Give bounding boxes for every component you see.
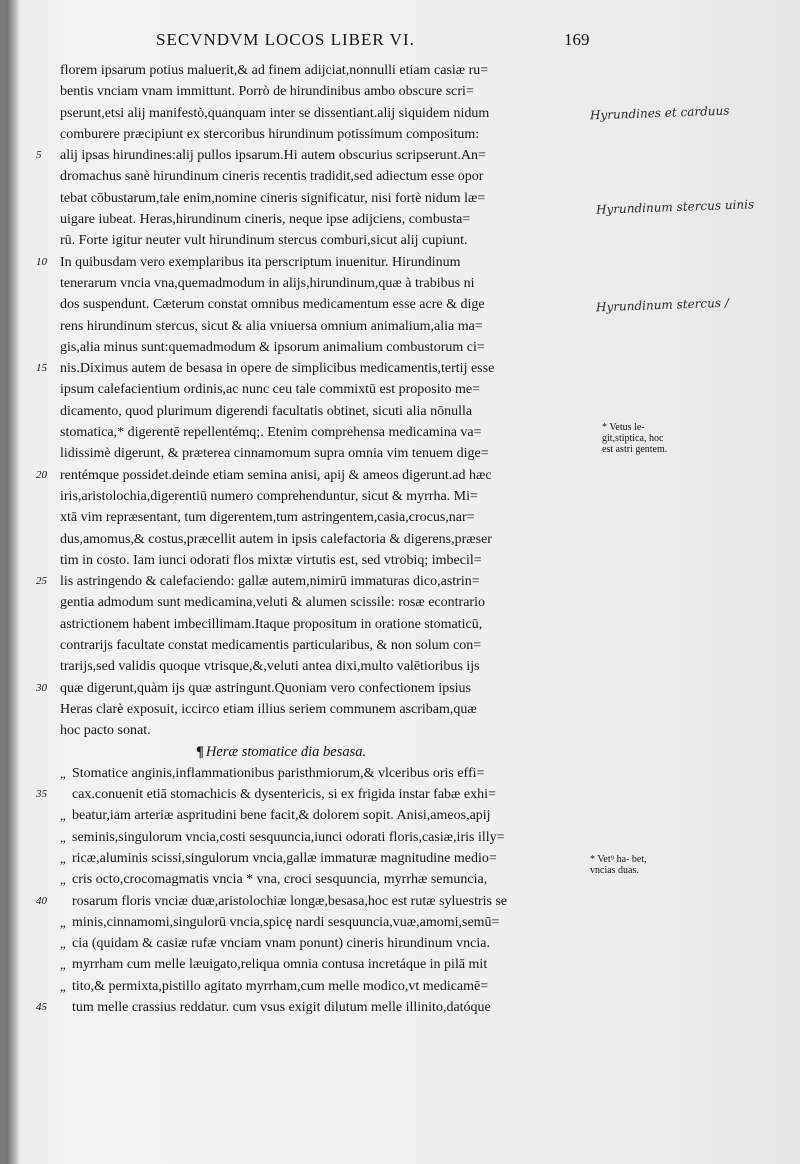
quotation-mark: „	[60, 914, 66, 930]
line-text: Stomatice anginis,inflammationibus paristhmiorum,& vlceribus oris effi=	[72, 765, 485, 781]
text-line	[36, 954, 596, 975]
line-text: bentis vnciam vnam immittunt. Porrò de hirundinibus ambo obscure scri=	[60, 84, 474, 100]
text-line	[36, 443, 596, 464]
text-line	[36, 869, 596, 890]
quotation-mark: „	[60, 808, 66, 824]
page-header	[156, 30, 636, 54]
line-text: astrictionem habent imbecillimam.Itaque propositum in oratione stomaticū,	[60, 616, 483, 632]
line-text: gentia admodum sunt medicamina,veluti & alumen scissile: rosæ econtrario	[60, 595, 485, 611]
line-number: 45	[36, 1001, 47, 1014]
line-text: nis.Diximus autem de besasa in opere de simplicibus medicamentis,tertij esse	[60, 361, 495, 377]
line-text: dos suspendunt. Cæterum constat omnibus medicamentum esse acre & dige	[60, 297, 485, 313]
text-line	[36, 486, 596, 507]
line-text: iris,aristolochia,digerentiū numero comprehenduntur, sicut & myrrha. Mi=	[60, 488, 478, 504]
text-line	[36, 976, 596, 997]
line-text: tenerarum vncia vna,quemadmodum in alijs,hirundinum,quæ à trabibus ni	[60, 275, 475, 291]
line-text: minis,cinnamomi,singulorū vncia,spicę nardi sesquuncia,vuæ,amomi,semū=	[72, 914, 500, 930]
text-line	[36, 912, 596, 933]
text-line	[36, 465, 596, 486]
line-number: 40	[36, 894, 47, 907]
book-page	[6, 0, 800, 1164]
text-line	[36, 294, 596, 315]
line-text: myrrham cum melle læuigato,reliqua omnia contusa incretáque in pilā mit	[72, 957, 488, 973]
line-number: 10	[36, 255, 47, 268]
line-text: comburere præcipiunt ex stercoribus hirundinum potissimum compositum:	[60, 126, 480, 142]
line-text: rosarum floris vnciæ duæ,aristolochiæ longæ,besasa,hoc est rutæ syluestris se	[72, 893, 508, 909]
text-line	[36, 571, 596, 592]
text-line	[36, 592, 596, 613]
line-text: ricæ,aluminis scissi,singulorum vncia,gallæ immaturæ magnitudine medio=	[72, 850, 497, 866]
text-line	[36, 763, 596, 784]
section-heading	[36, 742, 596, 763]
line-number: 5	[36, 149, 42, 162]
line-text: florem ipsarum potius maluerit,& ad finem adijciat,nonnulli etiam casiæ ru=	[60, 63, 489, 78]
line-number: 15	[36, 362, 47, 375]
margin-note-2: * Vet⁹ ha- bet, vncias duas.	[590, 854, 647, 876]
text-line	[36, 699, 596, 720]
line-number: 35	[36, 788, 47, 801]
line-number: 20	[36, 468, 47, 481]
line-text: alij ipsas hirundines:alij pullos ipsarum.Hi autem obscurius scripserunt.An=	[60, 148, 486, 164]
line-text: stomatica,* digerentē repellentémq;. Etenim comprehensa medicamina va=	[60, 425, 482, 441]
quotation-mark: „	[60, 936, 66, 952]
line-text: dromachus sanè hirundinum cineris recentis tradidit,sed adiectum esse opor	[60, 169, 484, 185]
text-line	[36, 848, 596, 869]
handwritten-annotation-1: Hyrundines et carduus	[589, 103, 730, 123]
text-line	[36, 273, 596, 294]
line-text: quæ digerunt,quàm ijs quæ astringunt.Quoniam vero confectionem ipsius	[60, 680, 471, 696]
line-text: tum melle crassius reddatur. cum vsus exigit dilutum melle illinito,datóque	[72, 1000, 491, 1016]
text-line	[36, 614, 596, 635]
page-number: 169	[564, 30, 590, 49]
gutter-shadow	[6, 0, 20, 1164]
line-text: rentémque possidet.deinde etiam semina anisi, apij & ameos digerunt.ad hæc	[60, 467, 492, 483]
text-line	[36, 827, 596, 848]
line-text: uigare iubeat. Heras,hirundinum cineris, neque ipse adijciens, combusta=	[60, 212, 471, 228]
text-line	[36, 209, 596, 230]
line-text: rū. Forte igitur neuter vult hirundinum stercus comburi,sicut alij cupiunt.	[60, 233, 468, 249]
text-line	[36, 678, 596, 699]
line-text: lis astringendo & calefaciendo: gallæ autem,nimirū immaturas dico,astrin=	[60, 574, 480, 590]
line-text: Heras clarè exposuit, iccirco etiam illius seriem communem ascribam,quæ	[60, 701, 477, 717]
line-text: cax.conuenit etiā stomachicis & dysentericis, si ex frigida instar fabæ exhi=	[72, 787, 496, 803]
main-text-block	[36, 60, 596, 1018]
handwritten-annotation-3: Hyrundinum stercus /	[595, 295, 730, 315]
text-line	[36, 145, 596, 166]
line-text: dicamento, quod plurimum digerendi facultatis obtinet, sicuti alia nōnulla	[60, 403, 473, 419]
text-line	[36, 656, 596, 677]
text-line	[36, 784, 596, 805]
line-text: trarijs,sed validis quoque vtrisque,&,veluti antea dixi,multo valētioribus ijs	[60, 659, 480, 675]
text-line	[36, 230, 596, 251]
text-line	[36, 805, 596, 826]
line-text: beatur,iam arteriæ aspritudini bene facit,& dolorem sopit. Anisi,ameos,apij	[72, 808, 491, 824]
line-text: rens hirundinum stercus, sicut & alia vniuersa omnium animalium,alia ma=	[60, 318, 483, 334]
quotation-mark: „	[60, 765, 66, 781]
text-line	[36, 166, 596, 187]
text-line	[36, 550, 596, 571]
line-text: gis,alia minus sunt:quemadmodum & ipsorum animalium combustorum ci=	[60, 339, 485, 355]
text-line	[36, 124, 596, 145]
text-line	[36, 379, 596, 400]
line-text: tito,& permixta,pistillo agitato myrrham,cum melle modico,vt medicamē=	[72, 978, 489, 994]
line-text: lidissimè digerunt, & præterea cinnamomum supra omnia vim tenuem dige=	[60, 446, 489, 462]
text-line	[36, 358, 596, 379]
line-text: cris octo,crocomagmatis vncia * vna, croci sesquuncia, myrrhæ semuncia,	[72, 872, 488, 888]
line-number: 30	[36, 681, 47, 694]
line-text: contrarijs facultate constat medicamentis particularibus, & non solum con=	[60, 638, 482, 654]
line-text: seminis,singulorum vncia,costi sesquuncia,iunci odorati floris,casiæ,iris illy=	[72, 829, 505, 845]
text-line	[36, 997, 596, 1018]
line-text: dus,amomus,& costus,præcellit autem in ipsis calefactoria & digerens,præser	[60, 531, 492, 547]
line-text: tebat cōbustarum,tale enim,nomine cineris significatur, nisi fortè nidum læ=	[60, 190, 486, 206]
text-line	[36, 507, 596, 528]
text-line	[36, 891, 596, 912]
text-line	[36, 81, 596, 102]
section-heading-text: Heræ stomatice dia besasa.	[205, 743, 367, 760]
margin-note-1: * Vetus le- git,stiptica, hoc est astri gentem.	[602, 422, 668, 455]
text-line	[36, 103, 596, 124]
line-number: 25	[36, 575, 47, 588]
text-line	[36, 422, 596, 443]
line-text: ipsum calefacientium ordinis,ac nunc ceu tale commixtū est proposito me=	[60, 382, 480, 398]
running-head: SECVNDVM LOCOS LIBER VI.	[156, 30, 415, 49]
quotation-mark: „	[60, 850, 66, 866]
text-line	[36, 529, 596, 550]
text-line	[36, 720, 596, 741]
line-text: In quibusdam vero exemplaribus ita perscriptum inuenitur. Hirundinum	[60, 254, 461, 270]
quotation-mark: „	[60, 957, 66, 973]
text-line	[36, 401, 596, 422]
text-line	[36, 316, 596, 337]
line-text: hoc pacto sonat.	[60, 723, 151, 739]
text-line	[36, 635, 596, 656]
line-text: pserunt,etsi alij manifestò,quanquam inter se dissentiant.alij siquidem nidum	[60, 105, 490, 121]
line-text: tim in costo. Iam iunci odorati flos mixtæ virtutis est, sed vtrobiq; imbecil=	[60, 552, 482, 568]
text-line	[36, 337, 596, 358]
quotation-mark: „	[60, 872, 66, 888]
text-line	[36, 933, 596, 954]
line-text: cia (quidam & casiæ rufæ vnciam vnam ponunt) cineris hirundinum vncia.	[72, 936, 490, 952]
text-line	[36, 252, 596, 273]
handwritten-annotation-2: Hyrundinum stercus uinis	[595, 197, 755, 217]
quotation-mark: „	[60, 829, 66, 845]
pilcrow-mark: ¶	[196, 743, 204, 760]
line-text: xtā vim repræsentant, tum digerentem,tum astringentem,casia,crocus,nar=	[60, 510, 475, 526]
quotation-mark: „	[60, 978, 66, 994]
text-line	[36, 60, 596, 81]
text-line	[36, 188, 596, 209]
